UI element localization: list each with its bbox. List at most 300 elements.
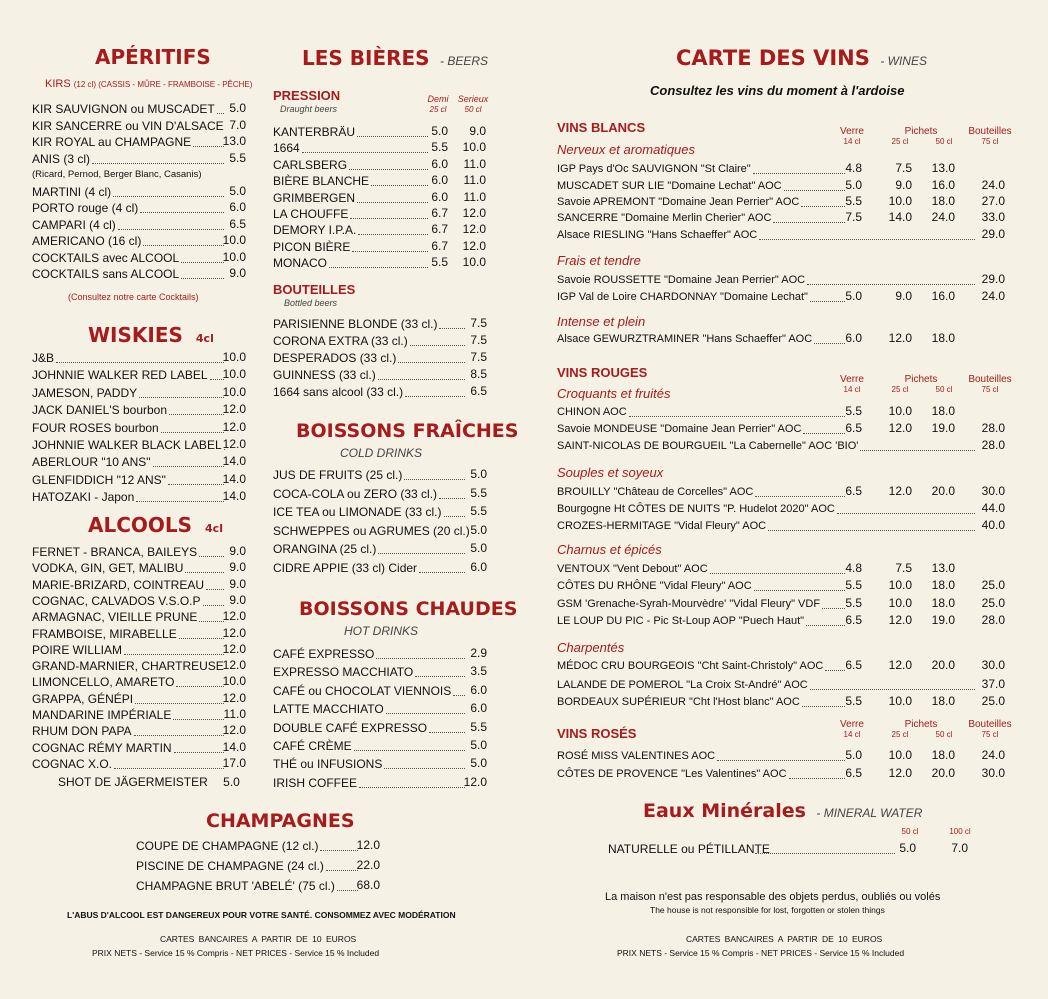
dotted-leader bbox=[807, 284, 975, 285]
wine-price-bouteille: 33.0 bbox=[981, 210, 1005, 224]
wine-price-pichet50: 16.0 bbox=[931, 178, 955, 192]
beer-price-demi: 5.0 bbox=[431, 124, 448, 138]
header-p25: 25 cl bbox=[891, 730, 909, 739]
champagnes-title: CHAMPAGNES bbox=[206, 810, 355, 832]
menu-item-name: COGNAC RÉMY MARTIN bbox=[32, 740, 172, 755]
menu-item-name: JACK DANIEL'S bourbon bbox=[32, 403, 168, 418]
menu-item-price: 10.0 bbox=[222, 367, 246, 382]
dotted-leader bbox=[139, 397, 224, 398]
eaux-dots bbox=[755, 853, 895, 854]
dotted-leader bbox=[629, 416, 845, 417]
menu-item-name: CHAMPAGNE BRUT 'ABELÉ' (75 cl.) bbox=[136, 879, 335, 893]
wine-price-pichet25: 7.5 bbox=[895, 161, 912, 175]
wiskies-label: WISKIES bbox=[88, 323, 183, 347]
menu-item-price: 5.0 bbox=[470, 738, 487, 752]
wine-price-bouteille: 30.0 bbox=[981, 484, 1005, 498]
menu-item-price: 10.0 bbox=[222, 350, 246, 364]
beer-name: 1664 bbox=[273, 141, 300, 156]
menu-item-name: ARMAGNAC, VIEILLE PRUNE bbox=[32, 610, 198, 625]
menu-item-name: COGNAC, CALVADOS V.S.O.P bbox=[32, 593, 201, 608]
wine-name: Savoie MONDEUSE "Domaine Jean Perrier" AOC bbox=[557, 423, 802, 435]
wine-price-pichet25: 12.0 bbox=[888, 331, 912, 345]
wine-price-verre: 5.5 bbox=[845, 694, 862, 708]
dotted-leader bbox=[753, 173, 845, 174]
dotted-leader bbox=[329, 267, 428, 268]
menu-item-price: 10.0 bbox=[222, 674, 246, 689]
menu-item-name: ORANGINA (25 cl.) bbox=[273, 542, 377, 556]
menu-item-name: FERNET - BRANCA, BAILEYS bbox=[32, 545, 198, 559]
alcools-title bbox=[88, 513, 223, 537]
menu-item-name: ANIS (3 cl) bbox=[32, 151, 91, 166]
beer-name: KANTERBRÄU bbox=[273, 125, 356, 139]
shot-price: 5.0 bbox=[223, 775, 240, 789]
menu-item-name: MARIE-BRIZARD, COINTREAU bbox=[32, 577, 205, 592]
dotted-leader bbox=[357, 202, 428, 203]
wine-price-pichet25: 7.5 bbox=[895, 561, 912, 575]
wine-price-pichet25: 9.0 bbox=[895, 178, 912, 192]
menu-item-price: 5.0 bbox=[470, 756, 487, 771]
wine-price-bouteille: 37.0 bbox=[981, 677, 1005, 691]
menu-item-price: 5.5 bbox=[470, 719, 487, 734]
beer-name: PICON BIÈRE bbox=[273, 239, 351, 254]
menu-item-name: EXPRESSO MACCHIATO bbox=[273, 665, 414, 680]
menu-item-price: 5.5 bbox=[470, 504, 487, 518]
col-demi-size: 25 cl bbox=[429, 105, 447, 114]
header-verre: Verre bbox=[840, 374, 864, 385]
menu-item-price: 5.5 bbox=[470, 485, 487, 500]
dotted-leader bbox=[444, 516, 466, 517]
wine-price-verre: 7.5 bbox=[845, 210, 862, 224]
dotted-leader bbox=[135, 703, 224, 704]
dotted-leader bbox=[358, 234, 428, 235]
menu-item-name: SCHWEPPES ou AGRUMES (20 cl.) bbox=[273, 523, 470, 538]
menu-item-price: 9.0 bbox=[229, 576, 246, 591]
wine-price-pichet25: 12.0 bbox=[888, 658, 912, 672]
dotted-leader bbox=[810, 301, 845, 302]
dotted-leader bbox=[803, 433, 845, 434]
wine-price-bouteille: 25.0 bbox=[981, 596, 1005, 610]
dotted-leader bbox=[203, 605, 225, 606]
wine-name: Bourgogne Ht CÔTES DE NUITS "P. Hudelot 2020" AOC bbox=[557, 503, 835, 515]
dotted-leader bbox=[371, 185, 428, 186]
menu-item-price: 7.5 bbox=[470, 350, 487, 364]
menu-item-price: 9.0 bbox=[229, 592, 246, 607]
wine-name: CHINON AOC bbox=[557, 406, 627, 418]
wine-category: Nerveux et aromatiques bbox=[557, 142, 696, 157]
menu-item-price: 6.0 bbox=[229, 200, 246, 214]
menu-item-price: 6.0 bbox=[470, 559, 487, 574]
wine-price-pichet50: 18.0 bbox=[931, 578, 955, 592]
wine-price-bouteille: 24.0 bbox=[981, 178, 1005, 192]
menu-item-name: AMERICANO (16 cl) bbox=[32, 234, 142, 248]
menu-item-name: JAMESON, PADDY bbox=[32, 385, 138, 400]
header-bouteilles: Bouteilles bbox=[968, 374, 1012, 385]
bouteilles-subtitle: Bottled beers bbox=[284, 298, 338, 308]
dotted-leader bbox=[140, 212, 224, 213]
menu-item-name: JUS DE FRUITS (25 cl.) bbox=[273, 468, 403, 482]
menu-item-price: 7.0 bbox=[229, 117, 246, 132]
dotted-leader bbox=[768, 530, 975, 531]
vins-rouges-title: VINS ROUGES bbox=[557, 365, 648, 380]
menu-item-name: GLENFIDDICH "12 ANS" bbox=[32, 472, 166, 487]
wine-name: Savoie ROUSSETTE "Domaine Jean Perrier" AOC bbox=[557, 274, 806, 286]
pression-title: PRESSION bbox=[273, 88, 341, 103]
header-verre: Verre bbox=[840, 126, 864, 137]
menu-item-price: 12.0 bbox=[222, 658, 246, 673]
wine-name: CÔTES DU RHÔNE "Vidal Fleury" AOC bbox=[557, 580, 752, 592]
dotted-leader bbox=[143, 245, 224, 246]
cards-note-left: CARTES BANCAIRES A PARTIR DE 10 EUROS bbox=[160, 934, 357, 944]
menu-item-price: 17.0 bbox=[222, 755, 246, 770]
menu-item-name: GRAND-MARNIER, CHARTREUSE bbox=[32, 659, 224, 674]
beer-name: CARLSBERG bbox=[273, 157, 348, 172]
dotted-leader bbox=[174, 752, 224, 753]
col-serieux-size: 50 cl bbox=[464, 105, 482, 114]
wine-price-verre: 5.5 bbox=[845, 596, 862, 610]
disclaimer: La maison n'est pas responsable des objets perdus, oubliés ou volés bbox=[605, 891, 941, 903]
disclaimer-en: The house is not responsible for lost, forgotten or stolen things bbox=[650, 905, 885, 915]
menu-item-name: COUPE DE CHAMPAGNE (12 cl.) bbox=[136, 839, 319, 853]
header-bouteilles: Bouteilles bbox=[968, 126, 1012, 137]
vins-tagline: Consultez les vins du moment à l'ardoise bbox=[650, 83, 905, 98]
wine-name: BORDEAUX SUPÉRIEUR "Cht l'Host blanc" AOC bbox=[557, 696, 800, 708]
menu-item-name: VODKA, GIN, GET, MALIBU bbox=[32, 561, 184, 576]
alcohol-warning: L'ABUS D'ALCOOL EST DANGEREUX POUR VOTRE SANTÉ. CONSOMMEZ AVEC MODÉRATION bbox=[67, 910, 456, 920]
beer-price-serieux: 9.0 bbox=[469, 124, 486, 138]
menu-item-name: COCA-COLA ou ZERO (33 cl.) bbox=[273, 486, 438, 501]
menu-item-price: 5.0 bbox=[470, 522, 487, 537]
dotted-leader bbox=[755, 496, 845, 497]
wine-price-bouteille: 44.0 bbox=[981, 501, 1005, 515]
wine-price-pichet50: 18.0 bbox=[931, 194, 955, 208]
dotted-leader bbox=[136, 501, 224, 502]
beer-price-serieux: 11.0 bbox=[463, 156, 486, 171]
dotted-leader bbox=[405, 396, 465, 397]
menu-item-name: J&B bbox=[32, 351, 55, 365]
dotted-leader bbox=[168, 484, 224, 485]
wine-price-pichet50: 18.0 bbox=[931, 331, 955, 345]
eaux-subtitle: - MINERAL WATER bbox=[816, 806, 923, 820]
menu-item-price: 12.0 bbox=[463, 774, 487, 789]
menu-item-price: 12.0 bbox=[222, 402, 246, 417]
dotted-leader bbox=[193, 146, 224, 147]
menu-item-price: 5.0 bbox=[229, 101, 246, 115]
wine-price-pichet50: 18.0 bbox=[931, 694, 955, 708]
dotted-leader bbox=[114, 768, 224, 769]
menu-item-name: GUINNESS (33 cl.) bbox=[273, 368, 376, 382]
header-verre-size: 14 cl bbox=[843, 730, 861, 739]
dotted-leader bbox=[56, 362, 224, 363]
dotted-leader bbox=[176, 686, 224, 687]
wine-price-pichet25: 12.0 bbox=[888, 484, 912, 498]
vins-subtitle: - WINES bbox=[880, 54, 927, 68]
menu-item-name: JOHNNIE WALKER BLACK LABEL bbox=[32, 438, 222, 452]
wine-price-pichet50: 20.0 bbox=[931, 484, 955, 498]
dotted-leader bbox=[404, 479, 465, 480]
menu-item-price: 10.0 bbox=[222, 249, 246, 264]
dotted-leader bbox=[802, 706, 845, 707]
menu-item-name: COCKTAILS sans ALCOOL bbox=[32, 267, 180, 281]
wine-name: CROZES-HERMITAGE "Vidal Fleury" AOC bbox=[557, 520, 767, 532]
eaux-title bbox=[643, 800, 922, 822]
dotted-leader bbox=[185, 572, 224, 573]
wine-name: IGP Val de Loire CHARDONNAY "Domaine Lechat" bbox=[557, 291, 808, 303]
header-verre-size: 14 cl bbox=[843, 385, 861, 394]
menu-item-name: KIR SANCERRE ou VIN D'ALSACE bbox=[32, 118, 224, 133]
menu-item-name: ICE TEA ou LIMONADE (33 cl.) bbox=[273, 505, 442, 519]
dotted-leader bbox=[860, 450, 975, 451]
menu-item-name: GRAPPA, GÉNÉPI bbox=[32, 691, 134, 706]
kirs-label: KIRS bbox=[45, 78, 71, 90]
menu-item-name: KIR ROYAL au CHAMPAGNE bbox=[32, 135, 192, 149]
alcools-label: ALCOOLS bbox=[88, 513, 193, 537]
dotted-leader bbox=[429, 732, 465, 733]
wine-price-bouteille: 27.0 bbox=[981, 194, 1005, 208]
wine-price-verre: 5.5 bbox=[845, 404, 862, 418]
wine-price-pichet25: 10.0 bbox=[888, 596, 912, 610]
wine-price-verre: 5.0 bbox=[845, 178, 862, 192]
header-verre: Verre bbox=[840, 719, 864, 730]
wine-price-pichet50: 24.0 bbox=[931, 210, 955, 224]
alcools-size: 4cl bbox=[205, 522, 223, 535]
wine-price-pichet50: 18.0 bbox=[931, 596, 955, 610]
menu-item-name: FOUR ROSES bourbon bbox=[32, 420, 159, 435]
menu-item-price: 6.0 bbox=[470, 701, 487, 716]
dotted-leader bbox=[134, 735, 224, 736]
eaux-col2: 100 cl bbox=[949, 827, 971, 836]
header-p25: 25 cl bbox=[891, 137, 909, 146]
menu-item-price: 6.5 bbox=[470, 384, 487, 398]
menu-item-price: 14.0 bbox=[222, 454, 246, 469]
header-bouteilles-size: 75 cl bbox=[981, 385, 999, 394]
eaux-name: NATURELLE ou PÉTILLANTE bbox=[608, 842, 770, 856]
menu-item-price: 8.5 bbox=[470, 367, 487, 381]
eaux-p2: 7.0 bbox=[951, 841, 968, 855]
wine-price-pichet50: 19.0 bbox=[931, 613, 955, 627]
wine-price-bouteille: 40.0 bbox=[981, 518, 1005, 532]
menu-item-price: 5.5 bbox=[229, 150, 246, 165]
menu-item-price: 6.0 bbox=[470, 682, 487, 697]
wine-name: Savoie APREMONT "Domaine Jean Perrier" AOC bbox=[557, 196, 800, 208]
beer-price-demi: 5.5 bbox=[431, 140, 448, 155]
menu-item-name: COCKTAILS avec ALCOOL bbox=[32, 250, 180, 265]
eaux-label: Eaux Minérales bbox=[643, 800, 806, 822]
wine-name: ROSÉ MISS VALENTINES AOC bbox=[557, 750, 716, 762]
header-bouteilles: Bouteilles bbox=[968, 719, 1012, 730]
beer-price-demi: 6.7 bbox=[431, 238, 448, 253]
wine-price-bouteille: 28.0 bbox=[981, 421, 1005, 435]
dotted-leader bbox=[398, 362, 465, 363]
pression-subtitle: Draught beers bbox=[280, 104, 338, 114]
wine-price-pichet25: 10.0 bbox=[888, 748, 912, 762]
wine-price-pichet50: 18.0 bbox=[931, 748, 955, 762]
beer-price-serieux: 11.0 bbox=[463, 189, 486, 204]
header-p50: 50 cl bbox=[935, 137, 953, 146]
menu-item-name: MARTINI (4 cl) bbox=[32, 184, 112, 199]
menu-item-price: 6.5 bbox=[229, 216, 246, 231]
menu-item-name: (Ricard, Pernod, Berger Blanc, Casanis) bbox=[32, 169, 202, 180]
dotted-leader bbox=[352, 251, 428, 252]
menu-item-name: PORTO rouge (4 cl) bbox=[32, 201, 139, 215]
vins-roses-title: VINS ROSÉS bbox=[557, 726, 637, 741]
fraiches-title: BOISSONS FRAÎCHES bbox=[296, 420, 519, 442]
wine-price-bouteille: 28.0 bbox=[981, 613, 1005, 627]
wine-price-pichet50: 16.0 bbox=[931, 289, 955, 303]
wine-price-verre: 4.8 bbox=[845, 161, 862, 175]
dotted-leader bbox=[326, 870, 358, 871]
fraiches-subtitle: COLD DRINKS bbox=[340, 446, 423, 460]
wine-price-verre: 4.8 bbox=[845, 561, 862, 575]
dotted-leader bbox=[199, 621, 224, 622]
dotted-leader bbox=[118, 229, 224, 230]
menu-item-price: 12.0 bbox=[222, 690, 246, 705]
wine-name: SAINT-NICOLAS DE BOURGUEIL "La Cabernelle" AOC 'BIO' bbox=[557, 440, 859, 452]
menu-item-price: 12.0 bbox=[222, 419, 246, 434]
wine-name: GSM 'Grenache-Syrah-Mourvèdre' "Vidal Fleury" VDF bbox=[557, 598, 821, 610]
wine-name: VENTOUX "Vent Debout" AOC bbox=[557, 563, 708, 575]
prices-note-left: PRIX NETS - Service 15 % Compris - NET PRICES - Service 15 % Included bbox=[92, 948, 380, 958]
bieres-subtitle: - BEERS bbox=[440, 54, 489, 68]
dotted-leader bbox=[173, 719, 224, 720]
menu-item-name: CORONA EXTRA (33 cl.) bbox=[273, 334, 408, 348]
menu-item-name: RHUM DON PAPA bbox=[32, 724, 132, 739]
wine-name: Alsace RIESLING "Hans Schaeffer" AOC bbox=[557, 229, 758, 241]
eaux-row bbox=[608, 841, 770, 857]
wine-price-verre: 6.5 bbox=[845, 613, 862, 627]
dotted-leader bbox=[92, 163, 224, 164]
dotted-leader bbox=[814, 343, 845, 344]
vins-blancs-title: VINS BLANCS bbox=[557, 120, 646, 135]
dotted-leader bbox=[113, 196, 224, 197]
wine-price-pichet25: 9.0 bbox=[895, 289, 912, 303]
aperitifs-title: APÉRITIFS bbox=[95, 45, 211, 69]
menu-item-name: THÉ ou INFUSIONS bbox=[273, 757, 383, 772]
wine-price-pichet25: 12.0 bbox=[888, 766, 912, 780]
menu-item-price: 5.0 bbox=[470, 541, 487, 555]
wine-price-pichet25: 12.0 bbox=[888, 421, 912, 435]
vins-title bbox=[676, 46, 927, 70]
wiskies-title bbox=[88, 323, 214, 347]
beer-price-serieux: 12.0 bbox=[462, 222, 486, 237]
wine-name: MUSCADET SUR LIE "Domaine Lechat" AOC bbox=[557, 180, 782, 192]
wine-price-bouteille: 24.0 bbox=[981, 289, 1005, 303]
menu-item-price: 5.0 bbox=[470, 467, 487, 481]
menu-item-name: CAMPARI (4 cl) bbox=[32, 217, 116, 232]
wine-price-pichet25: 10.0 bbox=[888, 694, 912, 708]
menu-item-price: 5.0 bbox=[229, 183, 246, 198]
header-bouteilles-size: 75 cl bbox=[981, 730, 999, 739]
wine-category: Frais et tendre bbox=[557, 253, 641, 268]
prices-note-right: PRIX NETS - Service 15 % Compris - NET PRICES - Service 15 % Included bbox=[617, 948, 905, 958]
menu-item-price: 14.0 bbox=[222, 471, 246, 486]
wine-price-pichet50: 13.0 bbox=[931, 561, 955, 575]
wine-category: Souples et soyeux bbox=[557, 465, 664, 480]
col-demi: Demi bbox=[427, 94, 449, 104]
dotted-leader bbox=[337, 890, 358, 891]
menu-item-name: JOHNNIE WALKER RED LABEL bbox=[32, 368, 208, 383]
menu-item-name: ABERLOUR "10 ANS" bbox=[32, 455, 151, 470]
header-bouteilles-size: 75 cl bbox=[981, 137, 999, 146]
wine-price-verre: 5.5 bbox=[845, 578, 862, 592]
wine-price-verre: 6.5 bbox=[845, 658, 862, 672]
dotted-leader bbox=[378, 379, 465, 380]
beer-name: GRIMBERGEN bbox=[273, 190, 356, 205]
menu-item-price: 9.0 bbox=[229, 266, 246, 280]
dotted-leader bbox=[384, 768, 465, 769]
kirs-line bbox=[45, 78, 252, 90]
dotted-leader bbox=[181, 278, 224, 279]
wine-category: Intense et plein bbox=[557, 314, 646, 329]
header-pichets: Pichets bbox=[904, 126, 938, 137]
bouteilles-title: BOUTEILLES bbox=[273, 282, 356, 297]
wine-price-bouteille: 25.0 bbox=[981, 578, 1005, 592]
wine-name: Alsace GEWURZTRAMINER "Hans Schaeffer" AOC bbox=[557, 333, 813, 345]
header-p25: 25 cl bbox=[891, 385, 909, 394]
wine-price-pichet25: 12.0 bbox=[888, 613, 912, 627]
wine-price-verre: 5.0 bbox=[845, 289, 862, 303]
beer-name: BIÈRE BLANCHE bbox=[273, 174, 370, 189]
beer-price-demi: 6.0 bbox=[431, 189, 448, 204]
menu-item-price: 2.9 bbox=[470, 646, 487, 660]
wine-price-pichet50: 20.0 bbox=[931, 766, 955, 780]
menu-item-price: 12.0 bbox=[222, 609, 246, 624]
menu-item-name: CIDRE APPIE (33 cl) Cider bbox=[273, 560, 418, 575]
menu-item-price: 3.5 bbox=[470, 664, 487, 679]
eaux-p1: 5.0 bbox=[899, 841, 916, 855]
beer-price-demi: 6.7 bbox=[431, 206, 448, 220]
menu-item-name: IRISH COFFEE bbox=[273, 775, 358, 790]
dotted-leader bbox=[415, 676, 465, 677]
menu-item-name: CAFÉ CRÈME bbox=[273, 739, 352, 753]
bieres-title bbox=[302, 46, 488, 70]
beer-name: LA CHOUFFE bbox=[273, 207, 349, 221]
dotted-leader bbox=[179, 638, 224, 639]
dotted-leader bbox=[349, 169, 428, 170]
wine-price-verre: 6.5 bbox=[845, 766, 862, 780]
dotted-leader bbox=[181, 262, 224, 263]
header-p50: 50 cl bbox=[935, 385, 953, 394]
dotted-leader bbox=[806, 625, 845, 626]
dotted-leader bbox=[378, 553, 465, 554]
wine-price-pichet50: 20.0 bbox=[931, 658, 955, 672]
dotted-leader bbox=[717, 760, 845, 761]
wine-price-bouteille: 28.0 bbox=[981, 438, 1005, 452]
wine-price-pichet25: 10.0 bbox=[888, 404, 912, 418]
wine-price-verre: 5.5 bbox=[845, 194, 862, 208]
menu-item-price: 11.0 bbox=[223, 707, 246, 721]
dotted-leader bbox=[359, 787, 465, 788]
menu-item-name: LATTE MACCHIATO bbox=[273, 702, 384, 717]
wine-category: Croquants et fruités bbox=[557, 386, 671, 401]
cards-note-right: CARTES BANCAIRES A PARTIR DE 10 EUROS bbox=[686, 934, 883, 944]
menu-item-name: HATOZAKI - Japon bbox=[32, 490, 135, 505]
wine-price-pichet25: 10.0 bbox=[888, 194, 912, 208]
menu-item-price: 9.0 bbox=[229, 560, 246, 575]
wine-price-pichet25: 10.0 bbox=[888, 578, 912, 592]
wine-price-pichet50: 13.0 bbox=[931, 161, 955, 175]
menu-item-price: 12.0 bbox=[222, 437, 246, 451]
wine-price-verre: 6.5 bbox=[845, 421, 862, 435]
beer-price-serieux: 10.0 bbox=[462, 255, 486, 270]
wine-price-bouteille: 24.0 bbox=[981, 748, 1005, 762]
beer-price-demi: 6.0 bbox=[431, 173, 448, 188]
wine-price-verre: 6.0 bbox=[845, 331, 862, 345]
menu-item-name: KIR SAUVIGNON ou MUSCADET bbox=[32, 102, 215, 116]
wine-name: IGP Pays d'Oc SAUVIGNON "St Claire" bbox=[557, 163, 751, 175]
menu-item-price: 12.0 bbox=[222, 723, 246, 738]
eaux-col1: 50 cl bbox=[901, 827, 919, 836]
dotted-leader bbox=[754, 590, 845, 591]
